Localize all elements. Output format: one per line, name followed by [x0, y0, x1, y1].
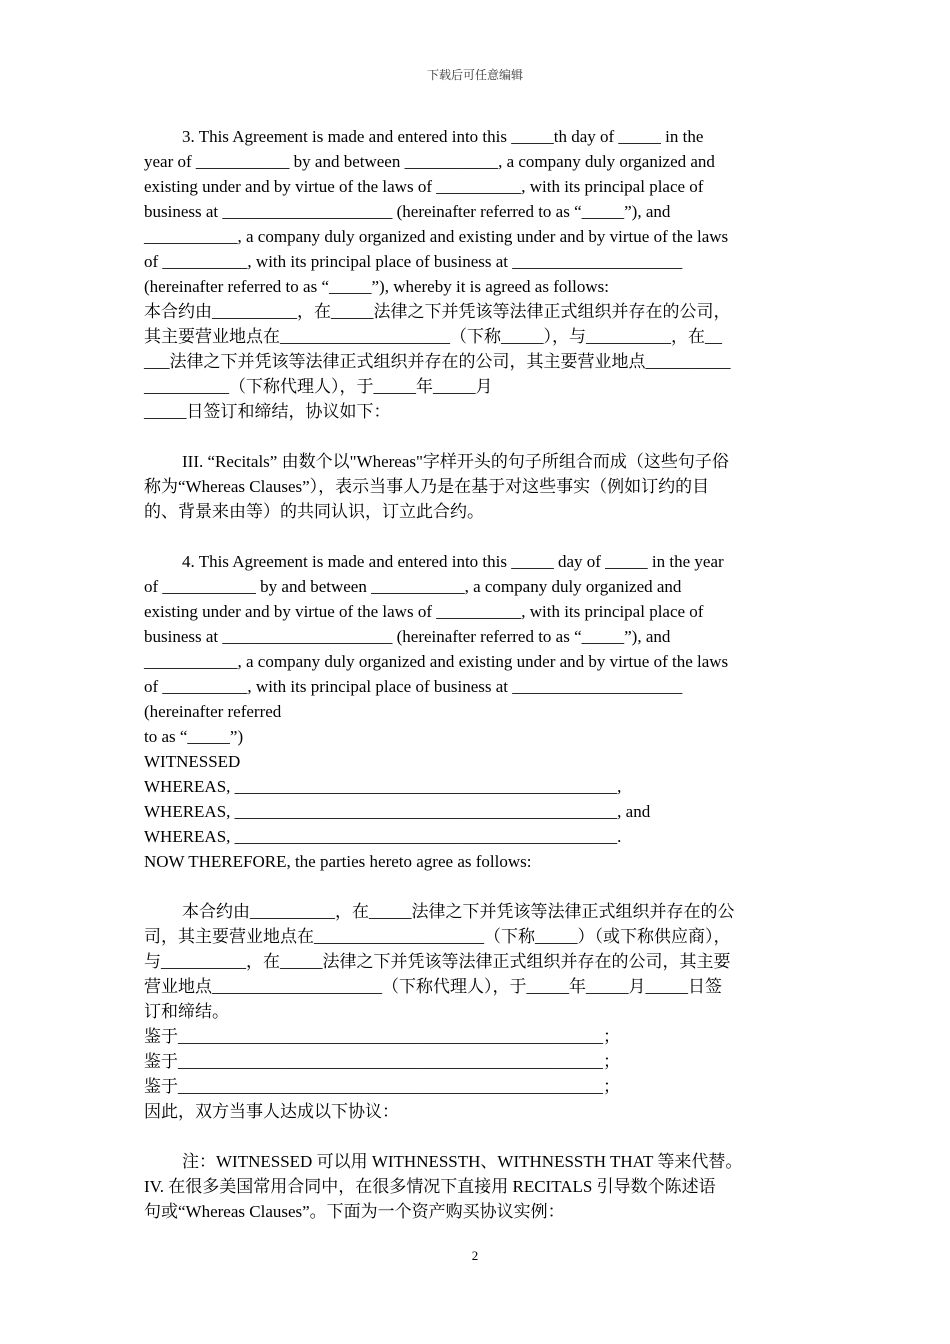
text-line: ___法律之下并凭该等法律正式组织并存在的公司，其主要营业地点__________	[144, 352, 731, 371]
text-line: existing under and by virtue of the laws of __________, with its principal place of	[144, 177, 704, 196]
text-line: 本合约由__________，在_____法律之下并凭该等法律正式组织并存在的公	[182, 902, 735, 921]
text-line: _____日签订和缔结，协议如下：	[144, 402, 391, 421]
text-line: 称为“Whereas Clauses”），表示当事人乃是在基于对这些事实（例如订约的目	[144, 477, 710, 496]
paragraph-gap	[144, 424, 814, 449]
text-line: existing under and by virtue of the laws of __________, with its principal place of	[144, 602, 704, 621]
paragraph-gap	[144, 874, 814, 899]
text-line: 的、背景来由等）的共同认识，订立此合约。	[144, 502, 484, 521]
text-line: __________（下称代理人），于_____年_____月	[144, 377, 493, 396]
text-line: 鉴于__________________________________________________；	[144, 1027, 620, 1046]
text-line: IV. 在很多美国常用合同中，在很多情况下直接用 RECITALS 引导数个陈述语	[144, 1177, 716, 1196]
text-line: 其主要营业地点在____________________（下称_____），与__________，在__	[144, 327, 722, 346]
text-line: business at ____________________ (hereinafter referred to as “_____”), and	[144, 627, 671, 646]
text-line: WHEREAS, _____________________________________________.	[144, 827, 622, 846]
text-line: 3. This Agreement is made and entered into this _____th day of _____ in the	[182, 127, 704, 146]
text-line: of __________, with its principal place of business at ____________________	[144, 252, 683, 271]
text-line: year of ___________ by and between ___________, a company duly organized and	[144, 152, 715, 171]
page-number: 2	[471, 1248, 479, 1263]
text-line: (hereinafter referred to as “_____”), whereby it is agreed as follows:	[144, 277, 609, 296]
text-line: of __________, with its principal place of business at ____________________	[144, 677, 683, 696]
text-line: WHEREAS, _____________________________________________, and	[144, 802, 651, 821]
text-line: 因此，双方当事人达成以下协议：	[144, 1102, 399, 1121]
text-line: ___________, a company duly organized and existing under and by virtue of the laws	[144, 652, 729, 671]
paragraph-chinese-agreement	[144, 899, 814, 1124]
text-line: 本合约由__________，在_____法律之下并凭该等法律正式组织并存在的公司，	[144, 302, 731, 321]
page-header: 下载后可任意编辑	[426, 68, 523, 82]
text-line: 4. This Agreement is made and entered into this _____ day of _____ in the year	[182, 552, 724, 571]
text-line: 营业地点____________________（下称代理人），于_____年_____月_____日签	[144, 977, 722, 996]
text-line: 鉴于__________________________________________________；	[144, 1077, 620, 1096]
text-line: to as “_____”)	[144, 727, 244, 746]
text-line: WITNESSED	[144, 752, 241, 771]
document-body	[144, 124, 814, 1224]
text-line: 句或“Whereas Clauses”。下面为一个资产购买协议实例：	[144, 1202, 565, 1221]
text-line: (hereinafter referred	[144, 702, 282, 721]
paragraph-recitals-iii	[144, 449, 814, 524]
text-line: of ___________ by and between ___________, a company duly organized and	[144, 577, 682, 596]
text-line: 鉴于__________________________________________________；	[144, 1052, 620, 1071]
text-line: 订和缔结。	[144, 1002, 229, 1021]
paragraph-gap	[144, 524, 814, 549]
text-line: 与__________，在_____法律之下并凭该等法律正式组织并存在的公司，其主要	[144, 952, 731, 971]
text-line: WHEREAS, _____________________________________________,	[144, 777, 622, 796]
text-line: III. “Recitals” 由数个以"Whereas"字样开头的句子所组合而成（这些句子俗	[182, 452, 729, 471]
paragraph-note	[144, 1149, 814, 1224]
paragraph-agreement-3	[144, 124, 814, 424]
paragraph-gap	[144, 1124, 814, 1149]
text-line: ___________, a company duly organized and existing under and by virtue of the laws	[144, 227, 729, 246]
text-line: 注：WITNESSED 可以用 WITHNESSTH、WITHNESSTH THAT 等来代替。	[182, 1152, 743, 1171]
text-line: 司，其主要营业地点在____________________（下称_____）（或下称供应商），	[144, 927, 731, 946]
paragraph-agreement-4	[144, 549, 814, 874]
text-line: business at ____________________ (hereinafter referred to as “_____”), and	[144, 202, 671, 221]
text-line: NOW THEREFORE, the parties hereto agree as follows:	[144, 852, 532, 871]
